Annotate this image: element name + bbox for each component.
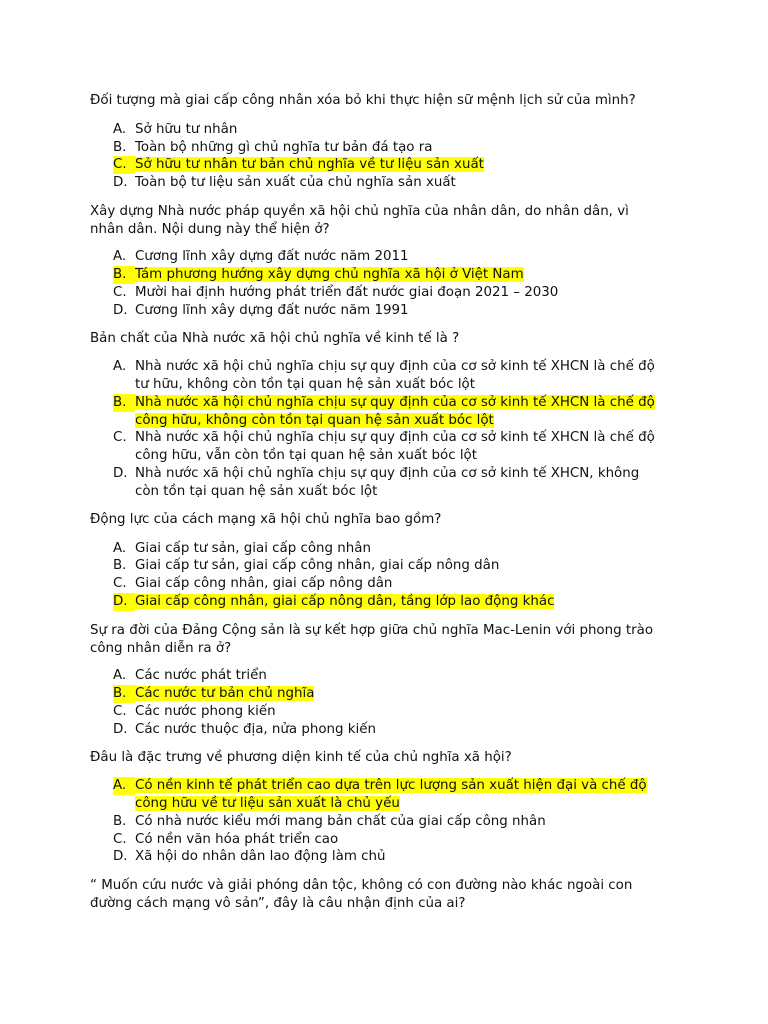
question-2-option-d (113, 302, 693, 320)
question-1-option-d (113, 174, 693, 192)
question-3-option-a (113, 358, 693, 394)
question-4-option-a (113, 540, 693, 558)
option-letter: D. (113, 175, 128, 190)
option-text: Tám phương hướng xây dựng chủ nghĩa xã hội ở Việt Nam (135, 267, 524, 282)
option-letter: A. (113, 668, 127, 683)
option-letter: C. (113, 285, 127, 300)
option-text: Các nước thuộc địa, nửa phong kiến (135, 722, 376, 737)
question-1: Đối tượng mà giai cấp công nhân xóa bỏ khi thực hiện sữ mệnh lịch sử của mình? (90, 93, 636, 108)
option-text: Các nước tư bản chủ nghĩa (135, 686, 315, 701)
question-6-option-b (113, 813, 693, 831)
question-3-option-b-answer (113, 394, 693, 430)
question-4-option-d-answer (113, 593, 693, 611)
option-text-line-1: Có nền kinh tế phát triển cao dựa trên lực lượng sản xuất hiện đại và chế độ (135, 778, 647, 793)
option-text: Các nước phong kiến (135, 704, 276, 719)
option-text: Giai cấp công nhân, giai cấp nông dân, tầng lớp lao động khác (135, 594, 555, 609)
option-letter: D. (113, 593, 135, 611)
question-6-option-d (113, 848, 693, 866)
option-text: Sở hữu tư nhân (135, 122, 238, 137)
question-5-option-a (113, 667, 693, 685)
question-5-option-c (113, 703, 693, 721)
option-text-line-1: Nhà nước xã hội chủ nghĩa chịu sự quy định của cơ sở kinh tế XHCN là chế độ (135, 395, 655, 410)
question-4-option-b (113, 557, 693, 575)
option-text-line-2: công hữu, vẫn còn tồn tại quan hệ sản xuất bóc lột (135, 448, 478, 463)
question-2-option-a (113, 248, 693, 266)
option-letter: C. (113, 704, 127, 719)
option-letter: B. (113, 814, 127, 829)
option-text: Cương lĩnh xây dựng đất nước năm 2011 (135, 249, 409, 264)
question-1-option-a (113, 121, 693, 139)
question-5-line-2: công nhân diễn ra ở? (90, 641, 232, 656)
option-letter: A. (113, 359, 127, 374)
option-letter: C. (113, 430, 127, 445)
question-3: Bản chất của Nhà nước xã hội chủ nghĩa về kinh tế là ? (90, 331, 460, 346)
question-3-option-d (113, 465, 693, 501)
question-2-line-2: nhân dân. Nội dung này thể hiện ở? (90, 222, 330, 237)
question-2-option-c (113, 284, 693, 302)
option-text-line-1: Nhà nước xã hội chủ nghĩa chịu sự quy định của cơ sở kinh tế XHCN là chế độ (135, 430, 655, 445)
option-letter: B. (113, 558, 127, 573)
option-text: Có nhà nước kiểu mới mang bản chất của giai cấp công nhân (135, 814, 546, 829)
option-text-line-2: tư hữu, không còn tồn tại quan hệ sản xuất bóc lột (135, 377, 476, 392)
option-text-line-1: Nhà nước xã hội chủ nghĩa chịu sự quy định của cơ sở kinh tế XHCN là chế độ (135, 359, 655, 374)
option-text: Sở hữu tư nhân tư bản chủ nghĩa về tư liệu sản xuất (135, 157, 484, 172)
question-6: Đâu là đặc trưng về phương diện kinh tế của chủ nghĩa xã hội? (90, 750, 512, 765)
option-letter: D. (113, 303, 128, 318)
question-6-option-c (113, 831, 693, 849)
option-letter: B. (113, 140, 127, 155)
question-4: Động lực của cách mạng xã hội chủ nghĩa bao gồm? (90, 512, 442, 527)
option-letter: B. (113, 685, 135, 703)
option-text-line-2: công hữu về tư liệu sản xuất là chủ yếu (135, 796, 400, 811)
question-5-option-b-answer (113, 685, 693, 703)
option-text: Toàn bộ tư liệu sản xuất của chủ nghĩa sản xuất (135, 175, 456, 190)
option-letter: D. (113, 722, 128, 737)
question-2-line-1: Xây dựng Nhà nước pháp quyền xã hội chủ nghĩa của nhân dân, do nhân dân, vì (90, 204, 629, 219)
option-text: Xã hội do nhân dân lao động làm chủ (135, 849, 386, 864)
option-text: Các nước phát triển (135, 668, 267, 683)
question-7-line-1: “ Muốn cứu nước và giải phóng dân tộc, không có con đường nào khác ngoài con (90, 878, 633, 893)
option-text: Cương lĩnh xây dựng đất nước năm 1991 (135, 303, 409, 318)
option-letter: C. (113, 576, 127, 591)
question-4-option-c (113, 575, 693, 593)
question-2-option-b-answer (113, 266, 693, 284)
option-letter: C. (113, 156, 135, 174)
question-6-option-a-answer (113, 777, 693, 813)
option-text: Toàn bộ những gì chủ nghĩa tư bản đá tạo ra (135, 140, 433, 155)
option-letter: D. (113, 849, 128, 864)
option-letter: A. (113, 249, 127, 264)
option-letter: C. (113, 832, 127, 847)
option-text: Giai cấp tư sản, giai cấp công nhân (135, 541, 371, 556)
option-text-line-2: công hữu, không còn tồn tại quan hệ sản xuất bóc lột (135, 413, 494, 428)
option-text: Có nền văn hóa phát triển cao (135, 832, 339, 847)
question-1-option-b (113, 139, 693, 157)
option-text-line-2: còn tồn tại quan hệ sản xuất bóc lột (135, 484, 378, 499)
question-5-line-1: Sự ra đời của Đảng Cộng sản là sự kết hợp giữa chủ nghĩa Mac-Lenin với phong trào (90, 623, 654, 638)
option-letter: B. (113, 266, 135, 284)
option-letter: A. (113, 122, 127, 137)
option-letter: B. (113, 394, 135, 412)
option-text: Giai cấp công nhân, giai cấp nông dân (135, 576, 393, 591)
option-text: Giai cấp tư sản, giai cấp công nhân, giai cấp nông dân (135, 558, 500, 573)
question-7-line-2: đường cách mạng vô sản”, đây là câu nhận định của ai? (90, 896, 466, 911)
option-text: Mười hai định hướng phát triển đất nước giai đoạn 2021 – 2030 (135, 285, 559, 300)
option-letter: A. (113, 777, 135, 795)
option-letter: A. (113, 541, 127, 556)
question-3-option-c (113, 429, 693, 465)
question-1-option-c-answer (113, 156, 693, 174)
option-letter: D. (113, 466, 128, 481)
question-5-option-d (113, 721, 693, 739)
option-text-line-1: Nhà nước xã hội chủ nghĩa chịu sự quy định của cơ sở kinh tế XHCN, không (135, 466, 640, 481)
